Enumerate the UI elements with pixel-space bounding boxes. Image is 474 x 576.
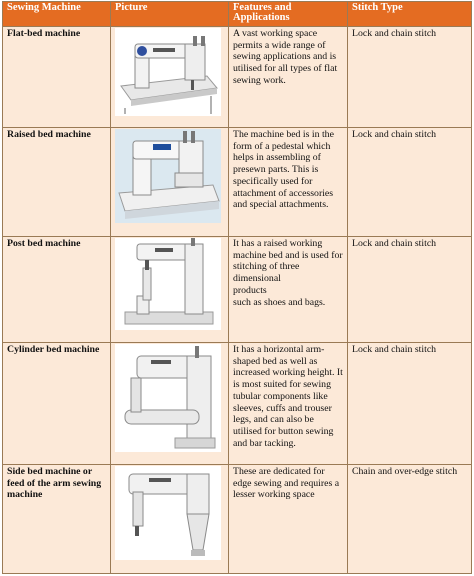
stitch-type: Chain and over-edge stitch [348, 465, 472, 574]
stitch-type: Lock and chain stitch [348, 237, 472, 343]
sewing-machine-table [2, 1, 472, 574]
features-text: It has a horizontal arm-shaped bed as well as increased working height. It is most suited for sewing tubular components like sleeves, cuffs and trouser legs, and can also be utilised for button sewing and bar tacking. [229, 343, 348, 465]
features-text: The machine bed is in the form of a pedestal which helps in assembling of presewn parts. This is specifically used for attachment of accessories and special attachments. [229, 128, 348, 237]
machine-name: Post bed machine [3, 237, 111, 343]
header-picture: Picture [111, 2, 229, 27]
machine-name: Cylinder bed machine [3, 343, 111, 465]
raised-bed-sewing-machine-image [115, 129, 221, 223]
post-bed-sewing-machine-image [115, 238, 221, 330]
header-stitch-type: Stitch Type [348, 2, 472, 27]
table-row [3, 237, 472, 343]
table-row [3, 343, 472, 465]
flat-bed-sewing-machine-image [115, 28, 221, 116]
picture-cell [111, 237, 229, 343]
features-text: It has a raised working machine bed and is used for stitching of three dimensional products such as shoes and bags. [229, 237, 348, 343]
table-row [3, 128, 472, 237]
table-row [3, 465, 472, 574]
header-features: Features and Applications [229, 2, 348, 27]
header-sewing-machine: Sewing Machine [3, 2, 111, 27]
header-row [3, 2, 472, 27]
features-text: These are dedicated for edge sewing and requires a lesser working space [229, 465, 348, 574]
cylinder-bed-sewing-machine-image [115, 344, 221, 452]
stitch-type: Lock and chain stitch [348, 128, 472, 237]
machine-name: Side bed machine or feed of the arm sewing machine [3, 465, 111, 574]
picture-cell [111, 343, 229, 465]
picture-cell [111, 27, 229, 128]
picture-cell [111, 128, 229, 237]
feed-of-the-arm-sewing-machine-image [115, 466, 221, 560]
features-text: A vast working space permits a wide range of sewing applications and is utilised for all types of flat sewing work. [229, 27, 348, 128]
machine-name: Flat-bed machine [3, 27, 111, 128]
stitch-type: Lock and chain stitch [348, 27, 472, 128]
machine-name: Raised bed machine [3, 128, 111, 237]
picture-cell [111, 465, 229, 574]
stitch-type: Lock and chain stitch [348, 343, 472, 465]
table-row [3, 27, 472, 128]
